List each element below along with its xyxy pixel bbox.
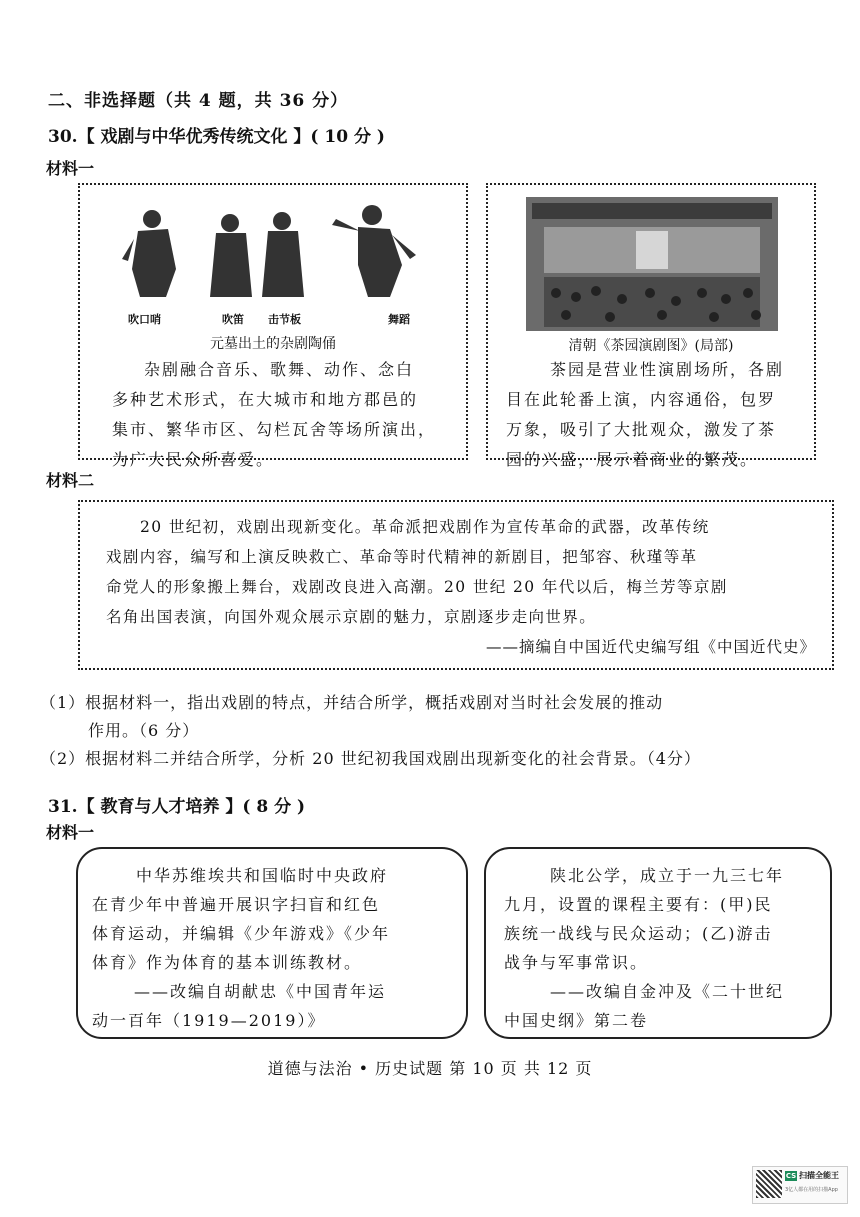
q31-right-text — [504, 861, 826, 1035]
text-line: 族统一战线与民众运动；(乙)游击 — [504, 924, 773, 943]
scanner-watermark — [752, 1166, 848, 1204]
q31-material1-box-right — [484, 847, 832, 1039]
text-line: 体育》作为体育的基本训练教材。 — [92, 953, 363, 972]
q31-left-text — [92, 861, 462, 1035]
text-line: 动一百年（1919—2019）》 — [92, 1011, 326, 1030]
q30-material1-box-right — [486, 183, 816, 469]
q31-material1-label: 材料一 — [46, 823, 95, 842]
text-line: 集市、繁华市区、勾栏瓦舍等场所演出， — [112, 420, 437, 439]
text-line: 命党人的形象搬上舞台，戏剧改良进入高潮。20 世纪 20 年代以后，梅兰芳等京剧 — [106, 578, 728, 596]
text-line: 20 世纪初，戏剧出现新变化。革命派把戏剧作为宣传革命的武器，改革传统 — [140, 518, 710, 536]
qr-code-icon — [756, 1170, 782, 1198]
watermark-subtitle: 3亿人都在用的扫描App — [785, 1187, 838, 1193]
q30-material1-label: 材料一 — [46, 159, 95, 178]
text-line: 目在此轮番上演，内容通俗，包罗 — [506, 390, 777, 409]
text-line: ——改编自金冲及《二十世纪 — [550, 982, 785, 1001]
section-title: 二、非选择题（共 4 题，共 36 分） — [48, 91, 349, 111]
page-footer: 道德与法治 • 历史试题 第 10 页 共 12 页 — [267, 1059, 593, 1078]
tea-garden-opera-painting — [526, 197, 778, 331]
text-line: 战争与军事常识。 — [504, 953, 649, 972]
pottery-figurines-image — [110, 199, 440, 303]
text-line: 万象，吸引了大批观众，激发了茶 — [506, 420, 777, 439]
text-line: 杂剧融合音乐、歌舞、动作、念白 — [144, 360, 415, 379]
q30-left-caption: 元墓出土的杂剧陶俑 — [210, 336, 336, 352]
q30-material2-text — [106, 512, 826, 632]
q30-subquestion-2: （2）根据材料二并结合所学，分析 20 世纪初我国戏剧出现新变化的社会背景。（4分） — [40, 749, 701, 768]
text-line: 陕北公学，成立于一九三七年 — [550, 866, 785, 885]
q30-subquestion-1: （1）根据材料一，指出戏剧的特点，并结合所学，概括戏剧对当时社会发展的推动 — [40, 693, 664, 712]
q30-right-caption: 清朝《茶园演剧图》(局部) — [568, 338, 734, 354]
watermark-title: 扫描全能王 — [799, 1171, 839, 1180]
app-logo-badge: CS — [785, 1172, 797, 1180]
question-31-title: 31.【 教育与人才培养 】( 8 分 ) — [48, 797, 306, 817]
text-line: 多种艺术形式，在大城市和地方郡邑的 — [112, 390, 419, 409]
q30-material1-box-left — [78, 183, 468, 469]
q30-right-text — [506, 355, 806, 475]
q30-material2-source: ——摘编自中国近代史编写组《中国近代史》 — [485, 638, 816, 656]
q30-subquestion-1-cont: 作用。（6 分） — [88, 721, 200, 740]
text-line: 戏剧内容，编写和上演反映救亡、革命等时代精神的新剧目，把邹容、秋瑾等革 — [106, 548, 698, 566]
q30-material2-box — [78, 500, 834, 670]
text-line: 为广大民众所喜爱。 — [112, 450, 275, 469]
text-line: 九月，设置的课程主要有：(甲)民 — [504, 895, 773, 914]
text-line: 园的兴盛，展示着商业的繁茂。 — [506, 450, 759, 469]
figure-label-whistle: 吹口哨 — [128, 313, 161, 326]
figure-label-clapper: 击节板 — [268, 313, 301, 326]
text-line: 茶园是营业性演剧场所，各剧 — [550, 360, 785, 379]
figure-label-dance: 舞蹈 — [388, 313, 410, 326]
text-line: ——改编自胡献忠《中国青年运 — [134, 982, 387, 1001]
text-line: 在青少年中普遍开展识字扫盲和红色 — [92, 895, 381, 914]
question-30-title: 30.【 戏剧与中华优秀传统文化 】( 10 分 ) — [48, 127, 385, 147]
figure-label-flute: 吹笛 — [222, 313, 244, 326]
q30-material2-label: 材料二 — [46, 471, 95, 490]
text-line: 名角出国表演，向国外观众展示京剧的魅力，京剧逐步走向世界。 — [106, 608, 597, 626]
q30-left-text — [112, 355, 472, 475]
q31-material1-box-left — [76, 847, 468, 1039]
text-line: 体育运动，并编辑《少年游戏》《少年 — [92, 924, 391, 943]
text-line: 中国史纲》第二卷 — [504, 1011, 649, 1030]
text-line: 中华苏维埃共和国临时中央政府 — [136, 866, 389, 885]
